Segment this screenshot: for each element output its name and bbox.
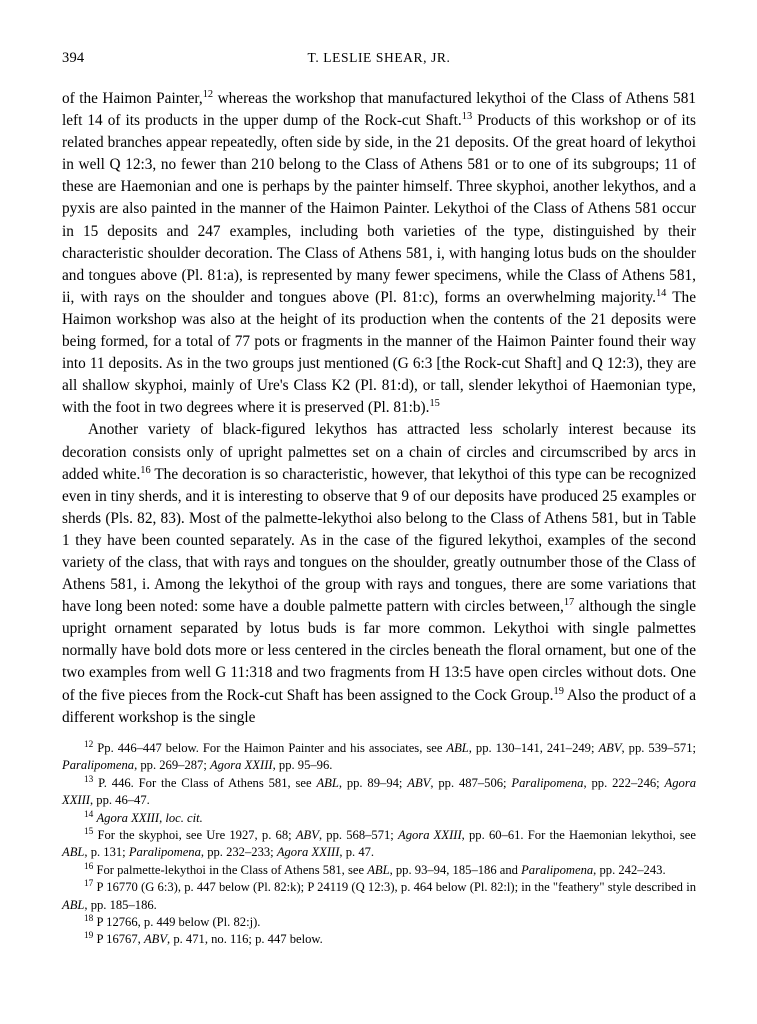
- footnote: $^{12}$ Pp. 446–447 below. For the Haimon Painter and his associates, see ABL, pp. 130–141, 241–249; ABV, pp. 539–571; Paralipomena, pp. 269–287; Agora XXIII, pp. 95–96.: [62, 739, 696, 773]
- body-text: [62, 88, 696, 729]
- footnote: $^{18}$ P 12766, p. 449 below (Pl. 82:j).: [84, 913, 261, 930]
- paragraph: Another variety of black-figured lekythos has attracted less scholarly interest because its decoration consists only of upright palmettes set on a chain of circles and circumscribed by arcs in added white.$^{16}$ The decoration is so characteristic, however, that lekythoi of this type can be recognized even in tiny sherds, and it is interesting to observe that 9 of our deposits have produced 25 examples or sherds (Pls. 82, 83). Most of the palmette-lekythoi also belong to the Class of Athens 581, but in Table 1 they have been counted separately. As in the case of the figured lekythoi, examples of the second variety of the class, that with rays and tongues on the shoulder, greatly outnumber those of the Class of Athens 581, i. Among the lekythoi of the group with rays and tongues, there are some variations that have long been noted: some have a double palmette pattern with circles between,$^{17}$ although the single upright ornament separated by lotus buds is far more common. Lekythoi with single palmettes normally have bold dots more or less centered in the circles beneath the floral ornament, but one of the two examples from well G 11:318 and two fragments from H 13:5 have open circles without dots. One of the five pieces from the Rock-cut Shaft has been assigned to the Cock Group.$^{19}$ Also the product of a different workshop is the single: [62, 421, 697, 726]
- footnote: $^{15}$ For the skyphoi, see Ure 1927, p. 68; ABV, pp. 568–571; Agora XXIII, pp. 60–61. For the Haemonian lekythoi, see ABL, p. 131; Paralipomena, pp. 232–233; Agora XXIII, p. 47.: [62, 826, 696, 860]
- page-number: 394: [62, 50, 85, 66]
- footnote: $^{17}$ P 16770 (G 6:3), p. 447 below (Pl. 82:k); P 24119 (Q 12:3), p. 464 below (Pl. 82:l); in the "feathery" style described in ABL, pp. 185–186.: [62, 879, 696, 912]
- footnote: $^{16}$ For palmette-lekythoi in the Class of Athens 581, see ABL, pp. 93–94, 185–186 and Paralipomena, pp. 242–243.: [84, 861, 666, 877]
- footnotes: [62, 740, 696, 949]
- footnote: $^{14}$ Agora XXIII, loc. cit.: [84, 809, 203, 825]
- footnote: $^{19}$ P 16767, ABV, p. 471, no. 116; p. 447 below.: [84, 931, 323, 947]
- paragraph: of the Haimon Painter,$^{12}$ whereas the workshop that manufactured lekythoi of the Class of Athens 581 left 14 of its products in the upper dump of the Rock-cut Shaft.$^{13}$ Products of this workshop or of its related branches appear repeatedly, often side by side, in the 21 deposits. Of the great hoard of lekythoi in well Q 12:3, no fewer than 210 belong to the Class of Athens 581 or to one of its subgroups; 11 of these are Haemonian and one is perhaps by the painter himself. Three skyphoi, another lekythos, and a pyxis are also painted in the manner of the Haimon Painter. Lekythoi of the Class of Athens 581 occur in 15 deposits and 247 examples, including both varieties of the type, distinguished by their characteristic shoulder decoration. The Class of Athens 581, i, with hanging lotus buds on the shoulder and tongues above (Pl. 81:a), is represented by many fewer specimens, while the Class of Athens 581, ii, with rays on the shoulder and tongues above (Pl. 81:c), forms an overwhelming majority.$^{14}$ The Haimon workshop was also at the height of its production when the contents of the 21 deposits were being formed, for a total of 77 pots or fragments in the manner of the Haimon Painter found their way into 11 deposits. As in the two groups just mentioned (G 6:3 [the Rock-cut Shaft] and Q 12:3), they are all shallow skyphoi, mainly of Ure's Class K2 (Pl. 81:d), or tall, slender lekythoi of Haemonian type, with the foot in two degrees where it is preserved (Pl. 81:b).$^{15}$: [62, 88, 696, 417]
- running-title: T. LESLIE SHEAR, JR.: [307, 50, 451, 65]
- footnote: $^{13}$ P. 446. For the Class of Athens 581, see ABL, pp. 89–94; ABV, pp. 487–506; Paralipomena, pp. 222–246; Agora XXIII, pp. 46–47.: [62, 774, 697, 808]
- page-header: [62, 50, 696, 68]
